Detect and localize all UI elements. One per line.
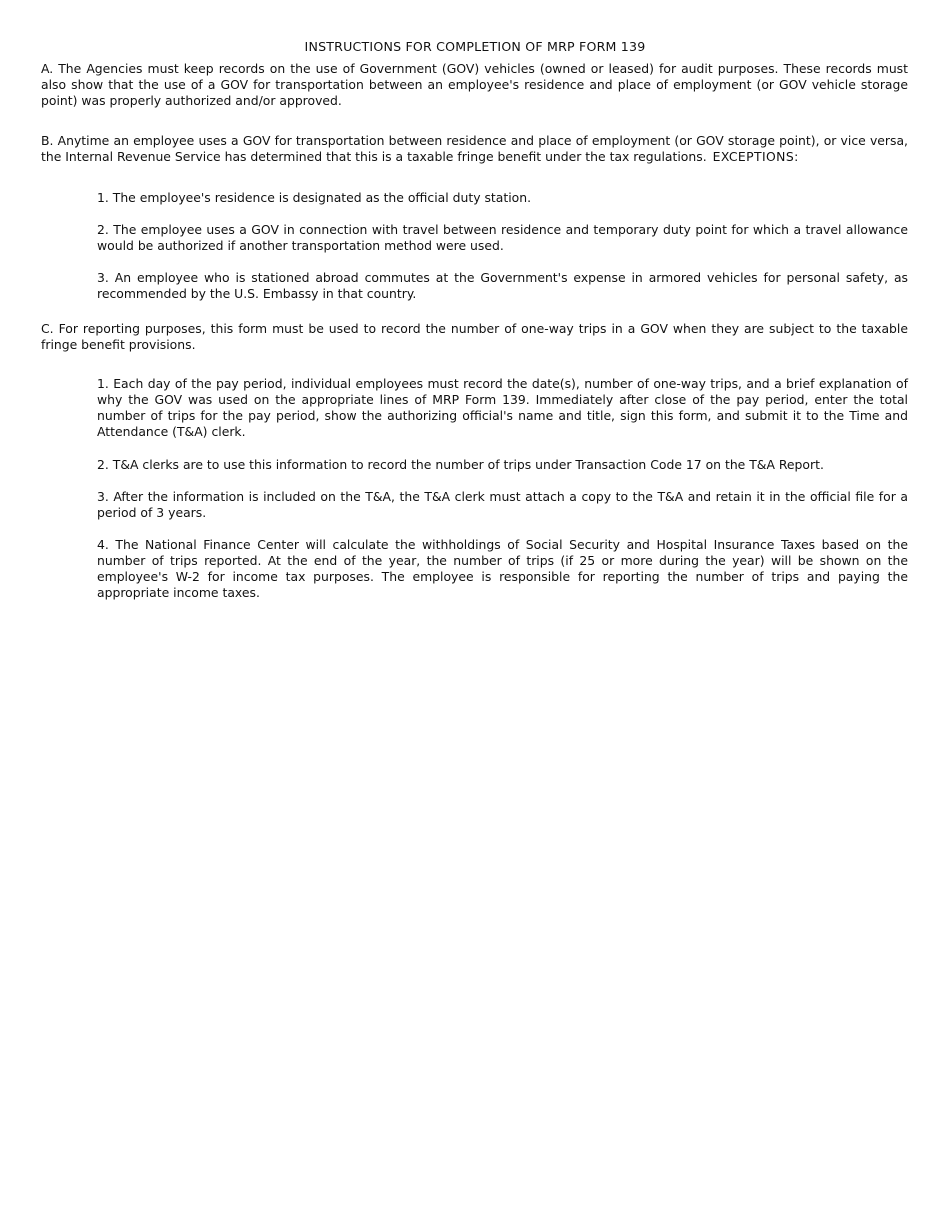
section-b-paragraph [41,133,908,165]
reporting-item-1: 1. Each day of the pay period, individual employees must record the date(s), number of one-way trips, and a brief explanation of why the GOV was used on the appropriate lines of MRP Form 139. Immediately after close of the pay period, enter the total number of trips for the pay period, show the authorizing official's name and title, sign this form, and submit it to the Time and Attendance (T&A) clerk. [97,376,908,439]
reporting-item-4: 4. The National Finance Center will calculate the withholdings of Social Security and Hospital Insurance Taxes based on the number of trips reported. At the end of the year, the number of trips (if 25 or more during the year) will be shown on the employee's W-2 for income tax purposes. The employee is responsible for reporting the number of trips and paying the appropriate income taxes. [97,537,908,600]
section-b-text: B. Anytime an employee uses a GOV for transportation between residence and place of employment (or GOV storage point), or vice versa, the Internal Revenue Service has determined that this is a taxable fringe benefit under the tax regulations. [41,133,908,164]
exception-item-2: 2. The employee uses a GOV in connection with travel between residence and temporary duty point for which a travel allowance would be authorized if another transportation method were used. [97,222,908,253]
exception-item-3: 3. An employee who is stationed abroad commutes at the Government's expense in armored vehicles for personal safety, as recommended by the U.S. Embassy in that country. [97,270,908,301]
reporting-item-2: 2. T&A clerks are to use this information to record the number of trips under Transaction Code 17 on the T&A Report. [97,457,824,472]
exception-item-1: 1. The employee's residence is designated as the official duty station. [97,190,532,205]
reporting-item-3: 3. After the information is included on the T&A, the T&A clerk must attach a copy to the T&A and retain it in the official file for a period of 3 years. [97,489,908,520]
section-c-paragraph: C. For reporting purposes, this form must be used to record the number of one-way trips in a GOV when they are subject to the taxable fringe benefit provisions. [41,321,908,352]
exceptions-label: EXCEPTIONS: [712,149,799,164]
section-a-paragraph: A. The Agencies must keep records on the use of Government (GOV) vehicles (owned or leased) for audit purposes. These records must also show that the use of a GOV for transportation between an employee's residence and place of employment (or GOV vehicle storage point) was properly authorized and/or approved. [41,61,908,108]
page-title: INSTRUCTIONS FOR COMPLETION OF MRP FORM 139 [304,39,646,54]
